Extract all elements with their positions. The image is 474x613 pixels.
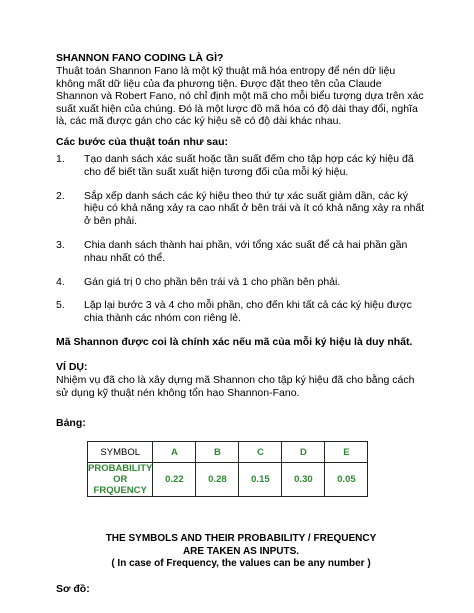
table-heading: Bảng: [56,417,86,430]
page-title: SHANNON FANO CODING LÀ GÌ? [56,52,224,64]
list-item [56,153,426,179]
step-number: 1. [56,152,65,165]
step-number: 5. [56,299,65,312]
caption-line: ( In case of Frequency, the values can be any number ) [111,558,371,570]
step-text: Tạo danh sách xác suất hoặc tần suất đếm cho tập hợp các ký hiệu đã cho để biết tần suất xuất hiện tương đối của mỗi ký hiệu. [84,152,414,178]
probability-cell: 0.05 [325,463,368,497]
symbol-cell: B [196,442,239,463]
inputs-caption [56,533,426,571]
symbol-header-cell: SYMBOL [88,442,153,463]
document-page [56,52,426,595]
table-row [88,442,368,463]
step-number: 3. [56,238,65,251]
list-item [56,190,426,228]
intro-paragraph: Thuật toán Shannon Fano là một kỹ thuật mã hóa entropy để nén dữ liệu không mất dữ liệu của đa phương tiện. Được đặt theo tên của Claude Shannon và Robert Fano, nó chỉ định một mã cho mỗi biểu tượng dựa trên xác suất xuất hiện của chúng. Đó là một lược đồ mã hóa có độ dài thay đổi, nghĩa là, các mã được gán cho các ký hiệu sẽ có độ dài khác nhau. [56,65,424,128]
unique-code-note: Mã Shannon được coi là chính xác nếu mã của mỗi ký hiệu là duy nhất. [56,335,413,348]
steps-list [56,153,426,325]
step-text: Gán giá trị 0 cho phần bên trái và 1 cho phần bên phải. [84,275,341,288]
step-number: 2. [56,189,65,202]
step-text: Sắp xếp danh sách các ký hiệu theo thứ tự xác suất giảm dần, các ký hiệu có khả năng xảy ra cao nhất ở bên trái và ít có khả năng xảy ra nhất ở bên phải. [84,189,425,228]
probability-label-line: PROBABILITY [88,463,153,475]
step-text: Chia danh sách thành hai phần, với tổng xác suất để cả hai phần gần nhau nhất có thể. [84,238,408,264]
step-text: Lặp lại bước 3 và 4 cho mỗi phần, cho đến khi tất cả các ký hiệu được chia thành các nhóm con riêng lẻ. [84,299,412,325]
symbol-probability-table [87,441,368,497]
probability-cell: 0.22 [153,463,196,497]
symbol-cell: C [239,442,282,463]
steps-heading: Các bước của thuật toán như sau: [56,135,229,148]
probability-header-cell [88,463,153,497]
example-paragraph: Nhiệm vụ đã cho là xây dựng mã Shannon cho tập ký hiệu đã cho bằng cách sử dụng kỹ thuật nén không tổn hao Shannon-Fano. [56,373,415,399]
probability-cell: 0.15 [239,463,282,497]
list-item [56,299,426,325]
probability-label-line: OR [113,474,128,486]
example-heading: VÍ DỤ: [56,360,88,373]
symbol-cell: E [325,442,368,463]
table-row [88,463,368,497]
list-item [56,239,426,265]
probability-label-line: FRQUENCY [93,485,147,497]
caption-line: ARE TAKEN AS INPUTS. [182,545,300,557]
list-item [56,276,426,289]
caption-line: THE SYMBOLS AND THEIR PROBABILITY / FREQUENCY [105,533,377,545]
diagram-heading: Sơ đồ: [56,582,90,595]
symbol-cell: A [153,442,196,463]
probability-cell: 0.28 [196,463,239,497]
step-number: 4. [56,275,65,288]
probability-cell: 0.30 [282,463,325,497]
symbol-cell: D [282,442,325,463]
